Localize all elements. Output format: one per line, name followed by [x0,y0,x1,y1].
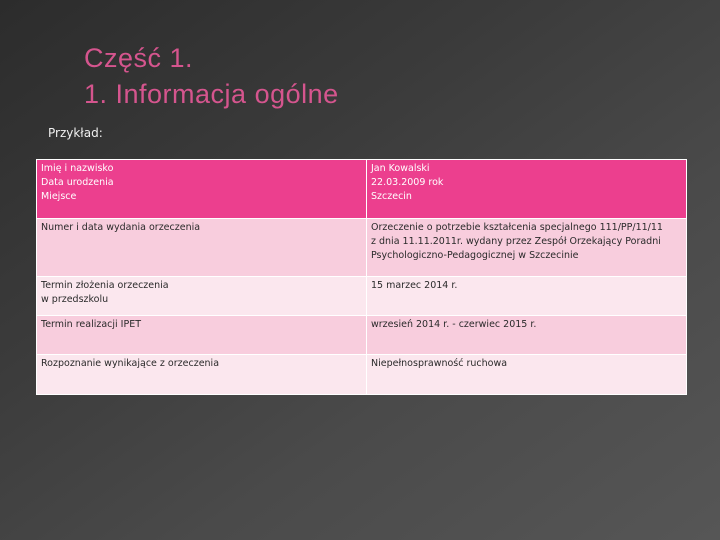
table-row [37,277,687,316]
table-cell-value [367,316,687,355]
cell-text: Termin złożenia orzeczenia [41,280,169,291]
table-cell-label [37,219,367,277]
cell-text: 22.03.2009 rok [371,177,444,188]
table-cell-label [37,316,367,355]
cell-text: Rozpoznanie wynikające z orzeczenia [41,358,220,369]
table-cell-value [367,355,687,395]
cell-text: Imię i nazwisko [41,163,114,174]
cell-text: wrzesień 2014 r. - czerwiec 2015 r. [371,319,537,330]
cell-text: Jan Kowalski [371,163,430,174]
cell-text: Numer i data wydania orzeczenia [41,222,201,233]
table-row [37,316,687,355]
cell-text: Miejsce [41,191,77,202]
cell-text: Psychologiczno-Pedagogicznej w Szczecinie [371,250,579,261]
cell-text: Szczecin [371,191,412,202]
table-cell-value [367,160,687,219]
cell-text: w przedszkolu [41,294,109,305]
cell-text: Termin realizacji IPET [41,319,142,330]
table-cell-label [37,277,367,316]
slide-title [84,40,339,112]
example-label: Przykład: [48,126,103,140]
table-cell-label [37,355,367,395]
info-table [36,159,687,395]
cell-text: 15 marzec 2014 r. [371,280,458,291]
slide-title-line-2: 1. Informacja ogólne [84,79,339,109]
table-header-row [37,160,687,219]
table-cell-label [37,160,367,219]
cell-text: z dnia 11.11.2011r. wydany przez Zespół Orzekający Poradni [371,236,661,247]
table-row [37,355,687,395]
table-cell-value [367,277,687,316]
cell-text: Niepełnosprawność ruchowa [371,358,508,369]
table-cell-value [367,219,687,277]
slide-title-line-1: Część 1. [84,43,194,73]
cell-text: Data urodzenia [41,177,114,188]
table-row [37,219,687,277]
cell-text: Orzeczenie o potrzebie kształcenia specjalnego 111/PP/11/11 [371,222,663,233]
